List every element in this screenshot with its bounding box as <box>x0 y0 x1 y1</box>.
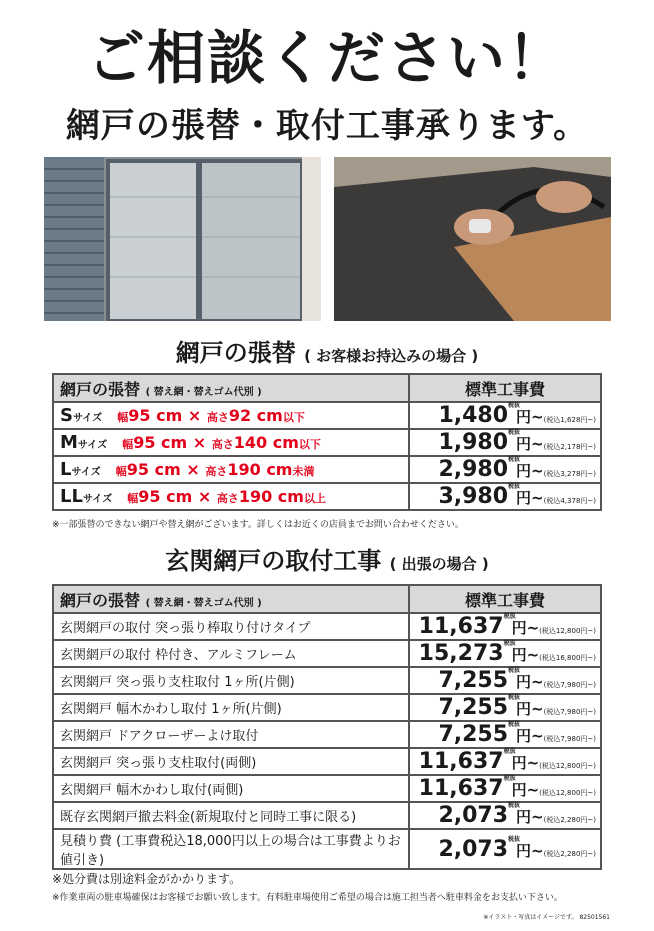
table-row <box>53 775 601 802</box>
parking-note: ※作業車両の駐車場確保はお客様でお願い致します。有料駐車場使用ご希望の場合は施工担当者へ駐車料金をお支払い下さい。 <box>52 893 563 903</box>
section1-title-text: 網戸の張替 <box>175 339 296 367</box>
item-label: 玄関網戸 幅木かわし取付 1ヶ所(片側) <box>53 694 409 721</box>
section1-subtitle: ( お客様お持込みの場合 ) <box>304 347 479 365</box>
price-cell: 11,637税抜円~(税込12,800円~) <box>409 613 601 640</box>
screen-door-photo <box>44 157 321 321</box>
table-row <box>53 667 601 694</box>
screen-install-photo <box>334 157 611 321</box>
header-fee: 標準工事費 <box>409 374 601 402</box>
table-row <box>53 613 601 640</box>
main-headline: ご相談ください！ <box>86 24 567 92</box>
price-cell: 1,980税抜円~(税込2,178円~) <box>409 429 601 456</box>
price-cell: 7,255税抜円~(税込7,980円~) <box>409 667 601 694</box>
table-header <box>53 585 601 613</box>
table-row <box>53 802 601 829</box>
table-row <box>53 640 601 667</box>
install-price-table <box>52 584 602 870</box>
price-cell: 2,980税抜円~(税込3,278円~) <box>409 456 601 483</box>
item-label: 玄関網戸 突っ張り支柱取付 1ヶ所(片側) <box>53 667 409 694</box>
price-cell: 7,255税抜円~(税込7,980円~) <box>409 721 601 748</box>
section1-note: ※一部張替のできない網戸や替え網がございます。詳しくはお近くの店員までお問い合わせください。 <box>52 520 464 530</box>
table-row <box>53 429 601 456</box>
size-cell: Mサイズ 幅95 cm × 高さ140 cm以下 <box>53 429 409 456</box>
table-row <box>53 748 601 775</box>
item-label: 玄関網戸 幅木かわし取付(両側) <box>53 775 409 802</box>
table-row <box>53 402 601 429</box>
footer-code: ※イラスト・写真はイメージです。 82501561 <box>483 914 610 921</box>
section2-title <box>0 541 654 576</box>
price-cell: 11,637税抜円~(税込12,800円~) <box>409 775 601 802</box>
size-cell: Sサイズ 幅95 cm × 高さ92 cm以下 <box>53 402 409 429</box>
table-row <box>53 483 601 510</box>
price-cell: 2,073税抜円~(税込2,280円~) <box>409 802 601 829</box>
table-row <box>53 829 601 869</box>
table-row <box>53 694 601 721</box>
price-cell: 11,637税抜円~(税込12,800円~) <box>409 748 601 775</box>
section1-title <box>0 333 654 368</box>
item-label: 玄関網戸 突っ張り支柱取付(両側) <box>53 748 409 775</box>
item-label: 既存玄関網戸撤去料金(新規取付と同時工事に限る) <box>53 802 409 829</box>
replacement-price-table <box>52 373 602 511</box>
item-label: 玄関網戸の取付 突っ張り棒取り付けタイプ <box>53 613 409 640</box>
price-cell: 3,980税抜円~(税込4,378円~) <box>409 483 601 510</box>
table-header <box>53 374 601 402</box>
table-row <box>53 721 601 748</box>
item-label: 玄関網戸の取付 枠付き、アルミフレーム <box>53 640 409 667</box>
section2-subtitle: ( 出張の場合 ) <box>389 555 489 573</box>
size-cell: LLサイズ 幅95 cm × 高さ190 cm以上 <box>53 483 409 510</box>
price-cell: 7,255税抜円~(税込7,980円~) <box>409 694 601 721</box>
sub-headline: 網戸の張替・取付工事承ります。 <box>65 106 589 146</box>
section2-title-text: 玄関網戸の取付工事 <box>165 547 382 575</box>
price-cell: 1,480税抜円~(税込1,628円~) <box>409 402 601 429</box>
table-row <box>53 456 601 483</box>
price-cell: 2,073税抜円~(税込2,280円~) <box>409 829 601 869</box>
price-cell: 15,273税抜円~(税込16,800円~) <box>409 640 601 667</box>
item-label: 見積り費 (工事費税込18,000円以上の場合は工事費よりお値引き) <box>53 829 409 869</box>
header-fee: 標準工事費 <box>409 585 601 613</box>
disposal-note: ※処分費は別途料金がかかります。 <box>52 872 242 886</box>
header-label: 網戸の張替 ( 替え網・替えゴム代別 ) <box>53 374 409 402</box>
size-cell: Lサイズ 幅95 cm × 高さ190 cm未満 <box>53 456 409 483</box>
item-label: 玄関網戸 ドアクローザーよけ取付 <box>53 721 409 748</box>
header-label: 網戸の張替 ( 替え網・替えゴム代別 ) <box>53 585 409 613</box>
